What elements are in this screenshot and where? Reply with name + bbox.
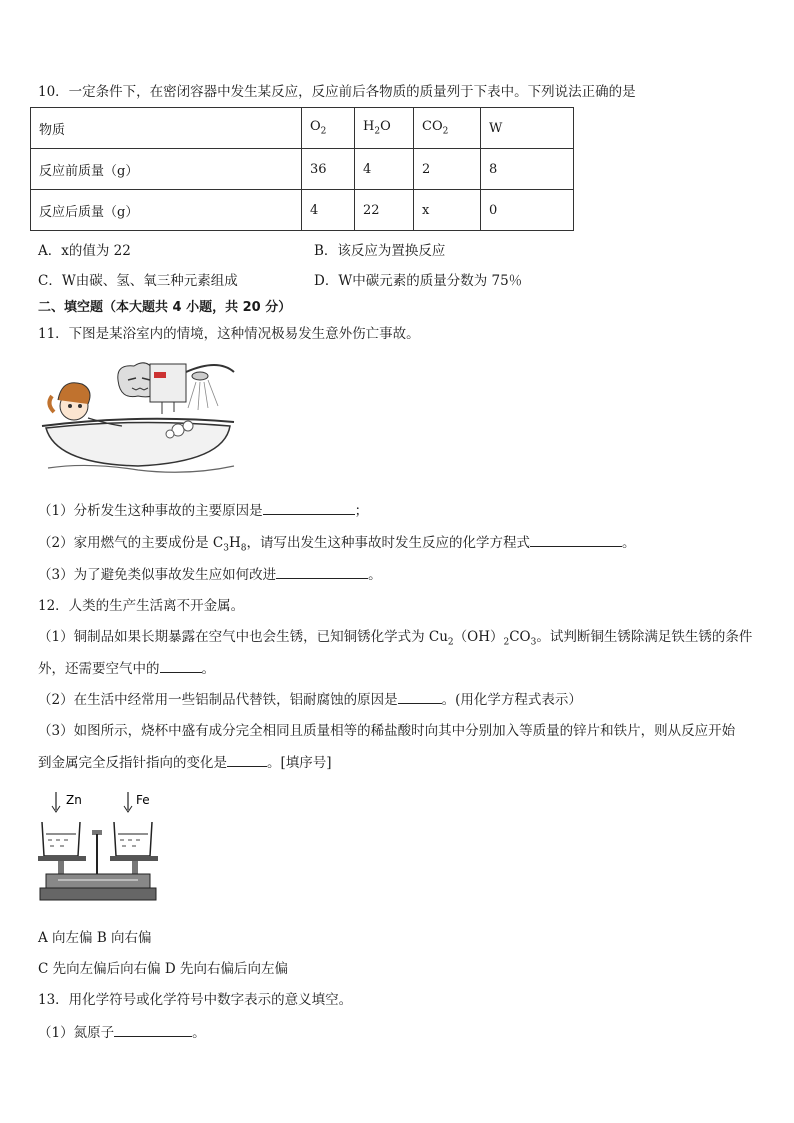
q11-part1: （1）分析发生这种事故的主要原因是 ； [38,500,368,521]
answer-blank[interactable] [530,532,622,547]
answer-blank[interactable] [227,752,267,767]
table-cell: 8 [481,149,574,190]
fe-label: Fe [136,793,150,807]
q10-option-a: A．x的值为 22 [38,243,131,259]
bathroom-illustration [38,360,238,475]
table-cell: 反应前质量（g） [31,149,302,190]
table-cell: 4 [302,190,355,231]
q13-part1: （1）氮原子 。 [38,1022,206,1043]
q11-part3: （3）为了避免类似事故发生应如何改进 。 [38,564,382,585]
section-heading: 二、填空题（本大题共 4 小题，共 20 分） [38,300,292,315]
q12-options-ab: A 向左偏 B 向右偏 [38,930,152,946]
table-cell: $O_2$ [302,108,355,149]
balance-diagram-image [38,790,158,908]
q10-option-d: D．W中碳元素的质量分数为 75％ [314,273,523,289]
table-cell: 2 [414,149,481,190]
q12-stem: 12．人类的生产生活离不开金属。 [38,598,245,614]
table-cell: $CO_2$ [414,108,481,149]
answer-blank[interactable] [276,564,368,579]
bathroom-illustration-image [38,360,238,475]
q12-part1-cont: 外，还需要空气中的 。 [38,658,215,679]
table-cell: 22 [355,190,414,231]
table-cell: x [414,190,481,231]
q11-part2: （2）家用燃气的主要成份是 $C_3H_8$，请写出发生这种事故时发生反应的化学方程式 。 [38,532,635,559]
q10-option-c: C．W由碳、氢、氧三种元素组成 [38,273,238,289]
answer-blank[interactable] [114,1022,192,1037]
zn-label: Zn [66,793,82,807]
table-cell: 0 [481,190,574,231]
q12-part2: （2）在生活中经常用一些铝制品代替铁，铝耐腐蚀的原因是 。(用化学方程式表示） [38,689,582,710]
answer-blank[interactable] [263,500,355,515]
table-cell: $H_2O$ [355,108,414,149]
table-cell: 36 [302,149,355,190]
answer-blank[interactable] [160,658,202,673]
table-cell: W [481,108,574,149]
q10-option-b: B．该反应为置换反应 [314,243,446,259]
q13-stem: 13．用化学符号或化学符号中数字表示的意义填空。 [38,992,353,1008]
q12-part3: （3）如图所示，烧杯中盛有成分完全相同且质量相等的稀盐酸时向其中分别加入等质量的锌片和铁片，则从反应开始 [38,723,736,739]
table-cell: 反应后质量（g） [31,190,302,231]
q12-part1: （1）铜制品如果长期暴露在空气中也会生锈，已知铜锈化学式为 $Cu_2(OH)_2CO_3$。试判断铜生锈除满足铁生锈的条件 [38,629,753,648]
table-row [31,149,574,190]
table-row [31,190,574,231]
balance-diagram [38,790,158,908]
q11-stem: 11．下图是某浴室内的情境，这种情况极易发生意外伤亡事故。 [38,326,420,342]
table-row [31,108,574,149]
mass-table [30,107,574,231]
table-cell: 4 [355,149,414,190]
q12-options-cd: C 先向左偏后向右偏 D 先向右偏后向左偏 [38,961,289,977]
table-cell: 物质 [31,108,302,149]
q10-stem: 10．一定条件下，在密闭容器中发生某反应，反应前后各物质的质量列于下表中。下列说法正确的是 [38,84,636,100]
answer-blank[interactable] [398,689,442,704]
q12-part3-cont: 到金属完全反指针指向的变化是 。[填序号] [38,752,332,773]
